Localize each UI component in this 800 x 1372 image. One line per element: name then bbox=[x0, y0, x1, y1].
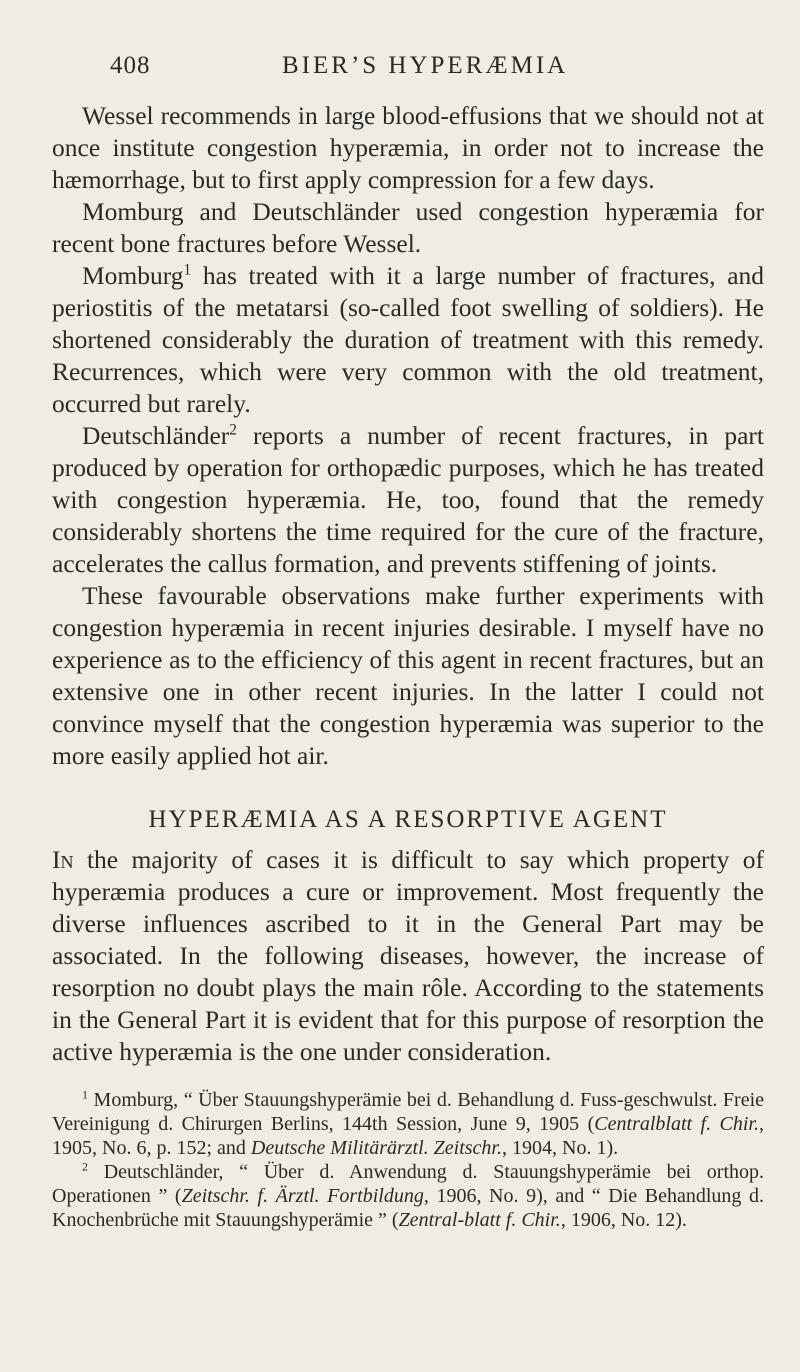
footnote-2 bbox=[52, 1160, 764, 1232]
paragraph-deutschlander-text: reports a number of recent fractures, in part produced by operation for orthopædic purposes, which he has treated with congestion hyperæmia. He, too, found that the remedy considerably shortens the time required for the cure of the fracture, accelerates the callus formation, and prevents stiffening of joints. bbox=[52, 421, 764, 578]
paragraph-resorptive-text: the majority of cases it is difficult to say which property of hyperæmia produces a cure or improvement. Most frequently the diverse influences ascribed to it in the General Part may be associated. In the following diseases, however, the increase of resorption no doubt plays the main rôle. According to the statements in the General Part it is evident that for this purpose of resorption the active hyperæmia is the one under consideration. bbox=[52, 845, 765, 1066]
footnote-marker-1: 1 bbox=[82, 1087, 88, 1102]
paragraph-momburg-text: has treated with it a large number of fractures, and periostitis of the metatarsi (so-called foot swelling of soldiers). He shortened considerably the duration of treatment with this remedy. Recurrences, which were very common with the old treatment, occurred but rarely. bbox=[52, 261, 765, 418]
page-number: 408 bbox=[110, 52, 151, 79]
paragraph-momburg-deutschlander: Momburg and Deutschländer used congestion hyperæmia for recent bone fractures before Wessel. bbox=[52, 197, 764, 258]
footnote-1-mid: , 1905, No. 6, p. 152; and bbox=[52, 1113, 764, 1159]
footnote-2-journal-1: Zeitschr. f. Ärztl. Fortbildung bbox=[181, 1185, 424, 1207]
running-title: BIER’S HYPERÆMIA bbox=[282, 52, 569, 79]
author-deutschlander: Deutschländer bbox=[82, 421, 230, 450]
footnote-2-tail: , 1906, No. 12). bbox=[560, 1209, 687, 1231]
footnote-1 bbox=[52, 1088, 764, 1160]
footnote-ref-2: 2 bbox=[229, 421, 237, 439]
paragraph-momburg bbox=[52, 260, 764, 420]
paragraph-wessel: Wessel recommends in large blood-effusions that we should not at once institute congestion hyperæmia, in order not to increase the hæmorrhage, but to first apply compression for a few days. bbox=[52, 101, 764, 194]
footnote-ref-1: 1 bbox=[183, 261, 192, 279]
footnote-1-tail: , 1904, No. 1). bbox=[502, 1137, 619, 1159]
main-text bbox=[52, 100, 764, 1232]
paragraph-deutschlander bbox=[52, 420, 764, 580]
footnote-1-journal-2: Deutsche Militärärztl. Zeitschr. bbox=[250, 1137, 502, 1159]
author-momburg: Momburg bbox=[82, 261, 184, 290]
opening-word: In bbox=[52, 845, 74, 874]
footnote-2-journal-2: Zentral-blatt f. Chir. bbox=[398, 1209, 561, 1231]
footnote-2-lead: Deutschländer, “ Über d. Anwendung d. Stauungshyperämie bei orthop. Operationen ” ( bbox=[52, 1161, 765, 1207]
footnote-2-mid: , 1906, No. 9), and “ Die Behandlung d. Knochenbrüche mit Stauungshyperämie ” ( bbox=[52, 1185, 764, 1231]
footnote-1-journal-1: Centralblatt f. Chir. bbox=[594, 1113, 759, 1135]
paragraph-favourable-observations: These favourable observations make further experiments with congestion hyperæmia in recent injuries desirable. I myself have no experience as to the efficiency of this agent in recent fractures, but an extensive one in other recent injuries. In the latter I could not convince myself that the congestion hyperæmia was superior to the more easily applied hot air. bbox=[52, 581, 764, 770]
footnotes bbox=[52, 1088, 764, 1232]
footnote-marker-2: 2 bbox=[82, 1159, 88, 1174]
footnote-1-lead: Momburg, “ Über Stauungshyperämie bei d. Behandlung d. Fuss-geschwulst. Freie Vereinigung d. Chirurgen Berlins, 144th Session, June 9, 1905 ( bbox=[52, 1089, 765, 1135]
page-header bbox=[110, 52, 760, 92]
section-heading: HYPERÆMIA AS A RESORPTIVE AGENT bbox=[148, 806, 668, 833]
paragraph-resorptive bbox=[52, 844, 764, 1068]
